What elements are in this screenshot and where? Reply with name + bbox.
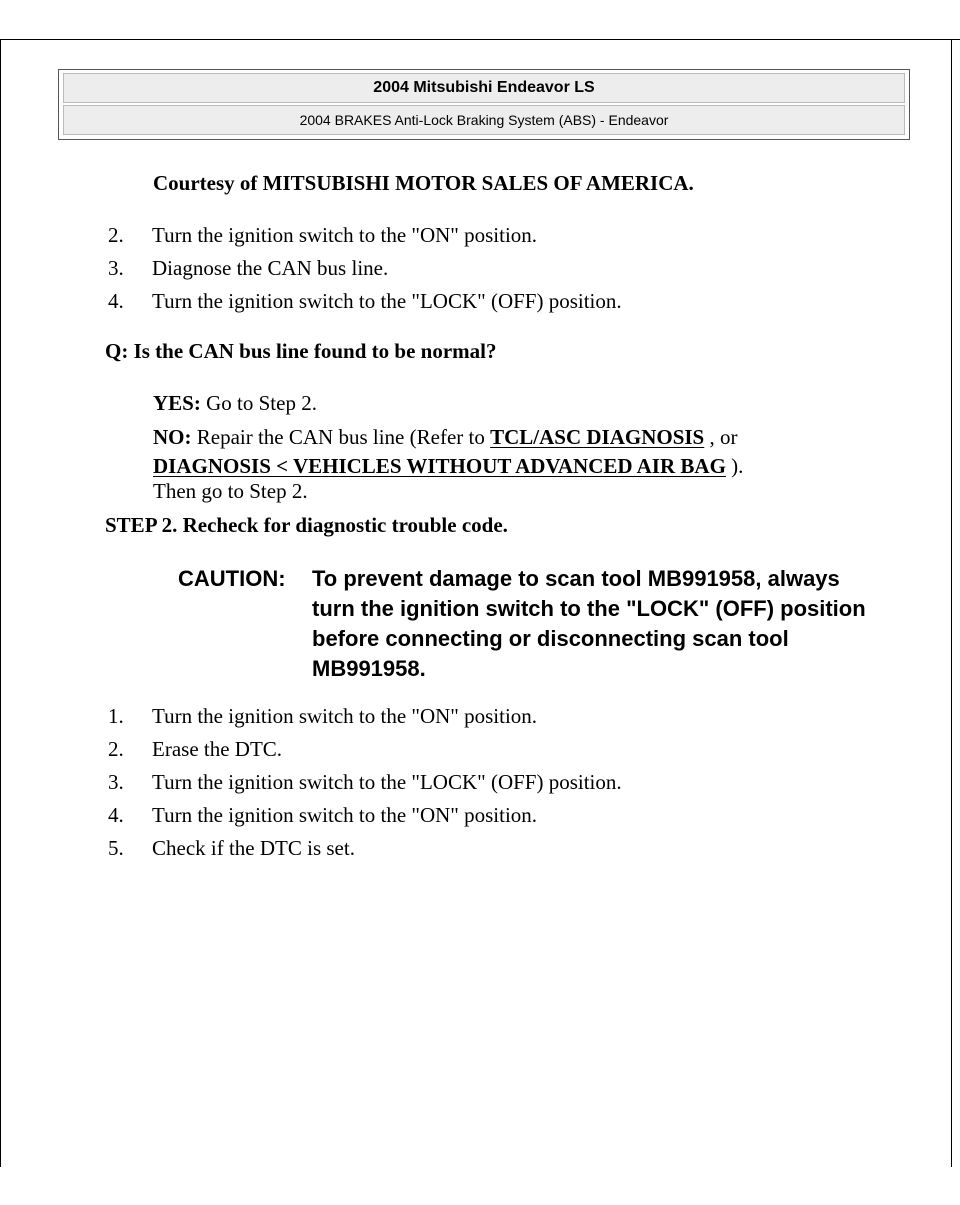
- page-border-right: [951, 39, 952, 1167]
- diagnosis-without-airbag-link[interactable]: DIAGNOSIS < VEHICLES WITHOUT ADVANCED AIR BAG: [153, 454, 726, 478]
- list-item: [108, 769, 622, 795]
- list-item: [108, 802, 537, 828]
- tcl-asc-diagnosis-link[interactable]: TCL/ASC DIAGNOSIS: [490, 425, 705, 449]
- list-number: 4.: [108, 289, 124, 313]
- list-item: [108, 736, 282, 762]
- figure-courtesy: Courtesy of MITSUBISHI MOTOR SALES OF AMERICA.: [153, 171, 694, 195]
- yes-answer: [153, 390, 317, 416]
- list-item: [108, 703, 537, 729]
- document-header: [58, 69, 910, 140]
- no-answer-line1: [153, 424, 738, 450]
- list-text: Turn the ignition switch to the "ON" position.: [152, 223, 538, 247]
- list-number: 4.: [108, 803, 124, 827]
- no-label: NO:: [153, 425, 192, 449]
- list-text: Turn the ignition switch to the "LOCK" (OFF) position.: [152, 770, 622, 794]
- yes-label: YES:: [153, 391, 201, 415]
- list-text: Diagnose the CAN bus line.: [152, 256, 389, 280]
- list-text: Check if the DTC is set.: [152, 836, 355, 860]
- no-text-mid: , or: [709, 425, 738, 449]
- list-number: 3.: [108, 770, 124, 794]
- list-text: Turn the ignition switch to the "ON" position.: [152, 803, 538, 827]
- list-item: [108, 255, 388, 281]
- list-number: 5.: [108, 836, 124, 860]
- list-number: 2.: [108, 737, 124, 761]
- list-number: 1.: [108, 704, 124, 728]
- section-title: 2004 BRAKES Anti-Lock Braking System (ABS) - Endeavor: [63, 105, 905, 135]
- page-border-top: [0, 39, 960, 40]
- question-heading: Q: Is the CAN bus line found to be normal?: [105, 339, 497, 363]
- yes-text: Go to Step 2.: [206, 391, 317, 415]
- no-text: Repair the CAN bus line (Refer to: [196, 425, 485, 449]
- vehicle-title: 2004 Mitsubishi Endeavor LS: [63, 73, 905, 103]
- no-answer-line3: Then go to Step 2.: [153, 479, 308, 503]
- list-number: 3.: [108, 256, 124, 280]
- no-answer-line2: [153, 453, 743, 479]
- step-2-heading: STEP 2. Recheck for diagnostic trouble code.: [105, 513, 508, 537]
- list-number: 2.: [108, 223, 124, 247]
- list-text: Turn the ignition switch to the "ON" position.: [152, 704, 538, 728]
- list-text: Erase the DTC.: [152, 737, 283, 761]
- list-item: [108, 222, 537, 248]
- list-text: Turn the ignition switch to the "LOCK" (OFF) position.: [152, 289, 622, 313]
- caution-text: To prevent damage to scan tool MB991958, always turn the ignition switch to the "LOCK" (OFF) position before connecting or disconnecting scan tool MB991958.: [312, 566, 866, 681]
- page-border-left: [0, 39, 1, 1167]
- caution-label: CAUTION:: [178, 566, 286, 591]
- no-text-after: ).: [731, 454, 744, 478]
- list-item: [108, 835, 355, 861]
- list-item: [108, 288, 622, 314]
